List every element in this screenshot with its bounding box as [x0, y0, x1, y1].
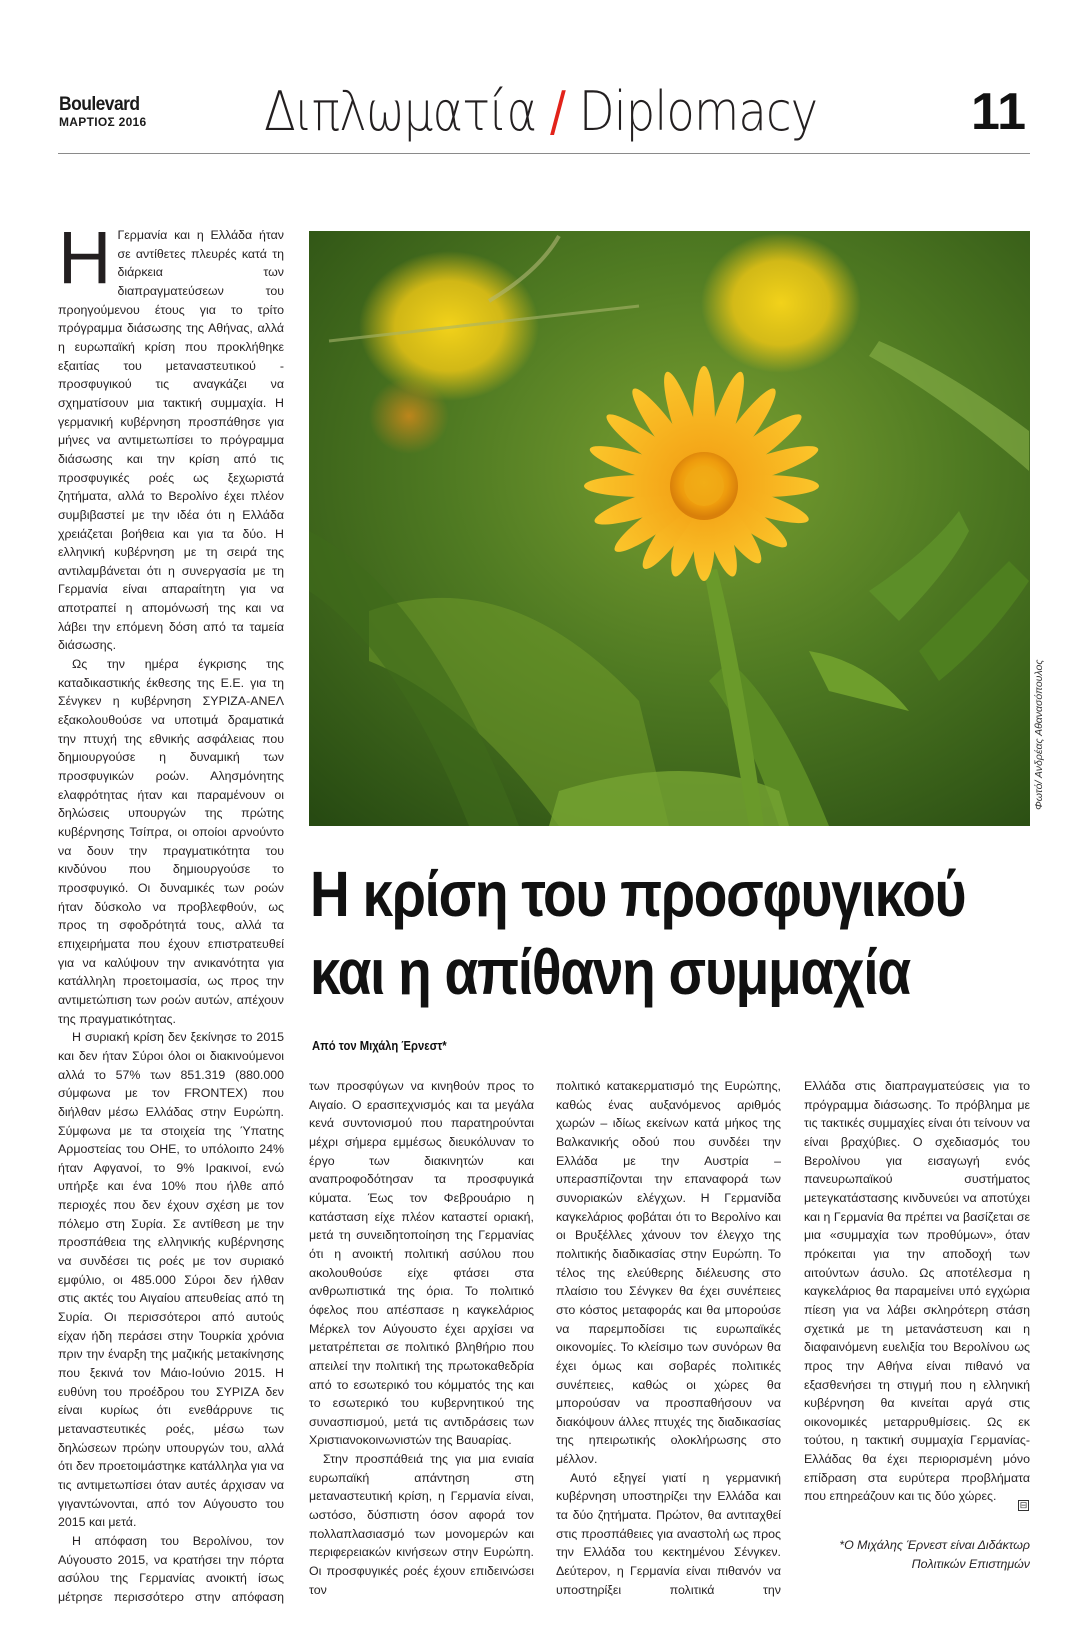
article-headline	[310, 855, 966, 1011]
issue-date: ΜΑΡΤΙΟΣ 2016	[59, 115, 147, 129]
section-title	[264, 72, 818, 152]
paragraph: Στην προσπάθειά της για μια ενιαία ευρωπαϊκή απάντηση στη μεταναστευτική κρίση, η Γερμανία είναι, ωστόσο, δύσπιστη όσον αφορά τον πολλαπλασιασμό των μονομερών και περιφερειακών κινήσεων στην Ευρώπη. Οι προσφυγικές ροές έχουν επιδεινώσει τον	[309, 1452, 534, 1597]
masthead	[59, 96, 159, 129]
paragraph: Γερμανία και η Ελλάδα ήταν σε αντίθετες πλευρές κατά τη διάρκεια των διαπραγματεύσεων του προηγούμενου έτους για το τρίτο πρόγραμμα διάσωσης της Αθήνας, αλλά η ευρωπαϊκή κρίση που προκλήθηκε εξαιτίας του μεταναστευτικού - προσφυγικού τις αναγκάζει να σχηματίσουν μια τακτική συμμαχία. Η γερμανική κυβέρνηση προσπάθησε για μήνες να αντιμετωπίσει το πρόγραμμα διάσωσης και την κρίση από τις προσφυγικές ροές ως ξεχωριστά ζητήματα, αλλά το Βερολίνο έχει πλέον συμβιβαστεί με την ιδέα ότι η Ελλάδα χρειάζεται βοήθεια και για τα δύο. Η ελληνική κυβέρνηση με τη σειρά της αντιλαμβάνεται ότι η συνεργασία με τη Γερμανία είναι απαραίτητη για να αποτραπεί η απομόνωσή της και να λάβει την επόμενη δόση από τα ταμεία διάσωσης.	[58, 228, 284, 653]
page-number: 11	[971, 83, 1026, 141]
paragraph: Ελλάδα στις διαπραγματεύσεις για το πρόγραμμα διάσωσης. Το πρόβλημα με τις τακτικές συμμαχίες είναι ότι τείνουν να είναι βραχύβιες. Ο σχεδιασμός του Βερολίνου για εισαγωγή ενός πανευρωπαϊκού συστήματος μετεγκατάστασης κινδυνεύει να αποτύχει και η Γερμανία θα πρέπει να βασίζεται σε μια «συμμαχία των προθύμων», όταν πρόκειται για την αποδοχή των αιτούντων άσυλο. Ως αποτέλεσμα η καγκελάριος θα παραμείνει υπό εγχώρια πίεση για να λάβει σκληρότερη στάση σχετικά με τη μετανάστευση και η διαφαινόμενη ευελιξία του Βερολίνου ως προς την Αθήνα είναι πιθανό να εξασθενήσει τη στιγμή που η ελληνική κυβέρνηση θα κινείται αργά στις οικονομικές μεταρρυθμίσεις. Ως εκ τούτου, η τακτική συμμαχία Γερμανίας-Ελλάδας θα έχει περιορισμένη μόνο επίδραση στα ευρύτερα προβλήματα που επηρεάζουν και τις δύο χώρες.	[804, 1079, 1030, 1504]
paragraph: Η απόφαση του Βερολίνου, τον Αύγουστο 2015, να κρατήσει την πόρτα ασύλου της Γερμανίας ανοικτή ίσως μέτρησε περισσότερο στην απόφαση	[58, 1533, 284, 1604]
headline-line: και η απίθανη συμμαχία	[310, 936, 910, 1008]
paragraph: Ως την ημέρα έγκρισης της καταδικαστικής έκθεσης της Ε.Ε. για τη Σένγκεν η κυβέρνηση ΣΥΡΙΖΑ-ΑΝΕΛ εξακολουθούσε να υποτιμά δραματικά την πτυχή της εθνικής ασφάλειας που δημιουργούσε η δυναμική των προσφυγικών ροών. Αλησμόνητης ελαφρότητας ήταν και παραμένουν οι δηλώσεις υπουργών της πρώτης κυβέρνησης Τσίπρα, οι οποίοι αρνούντο να δουν την πραγματικότητα του κινδύνου που δημιουργούσε το προσφυγικό. Οι δυναμικές των ροών ήταν δύσκολο να προβλεφθούν, ως προς τη σφοδρότητά τους, αλλά τα επιχειρήματα που έχουν επιστρατευθεί για να καλύψουν την ανικανότητα για κατάλληλη προετοιμασία, ως προς την αντιμετώπιση των ροών αυτών, απέχουν της πραγματικότητας.	[58, 657, 284, 1026]
paragraph: Η συριακή κρίση δεν ξεκίνησε το 2015 και δεν ήταν Σύροι όλοι οι διακινούμενοι αλλά το 57% των 851.319 (880.000 σύμφωνα με τον FRONTEX) που διήλθαν μέσω Ελλάδας στην Ευρώπη. Σύμφωνα με τα στοιχεία της Ύπατης Αρμοστείας του ΟΗΕ, το υπόλοιπο 24% ήταν Αφγανοί, το 9% Ιρακινοί, ενώ υπήρξε και ένα 10% που ήλθε από περιοχές που δεν έχουν σχέση με τον πόλεμο στη Συρία. Σε αντίθεση με την προσπάθεια της ελληνικής κυβέρνησης να συνδέσει τις ροές με τον συριακό εμφύλιο, οι 485.000 Σύροι δεν ήλθαν στις ακτές του Αιγαίου απευθείας από τη Συρία. Οι περισσότεροι από αυτούς είχαν ήδη περάσει στην Τουρκία χρόνια πριν την έναρξη της μαζικής μετακίνησης που ξεκινά τον Μάιο-Ιούνιο 2015. Η ευθύνη του προέδρου του ΣΥΡΙΖΑ δεν είναι κυρίως ότι ενεθάρρυνε τις μεταναστευτικές ροές, μέσω των δηλώσεων πρώην υπουργών του, αλλά ότι δεν προετοιμάστηκε κατάλληλα για να τις αντιμετωπίσει όταν αυτές άρχισαν να γιγαντώνονται, από τον Αύγουστο του 2015 και μετά.	[58, 1030, 284, 1530]
article-column-2	[309, 1077, 534, 1599]
flower-illustration	[309, 231, 1030, 826]
article-column-4	[804, 1077, 1030, 1506]
dropcap: Η	[58, 216, 112, 299]
section-title-english: Diplomacy	[578, 80, 818, 143]
flower-photo	[309, 231, 1030, 826]
footnote-line: *Ο Μιχάλης Έρνεστ είναι Διδάκτωρ	[839, 1538, 1030, 1552]
section-title-greek: Διπλωματία	[264, 80, 537, 143]
article-column-1	[58, 216, 284, 1607]
end-of-article-icon: ⊟	[1019, 1500, 1028, 1510]
section-title-slash: /	[550, 80, 565, 143]
header-rule	[58, 153, 1030, 154]
byline: Από τον Μιχάλη Έρνεστ*	[312, 1039, 447, 1053]
footnote-line: Πολιτικών Επιστημών	[911, 1557, 1030, 1571]
article-column-3	[556, 1077, 781, 1599]
blurred-flower	[701, 233, 861, 373]
author-footnote	[760, 1536, 1030, 1574]
brand-logo: Boulevard	[59, 94, 140, 115]
paragraph: των προσφύγων να κινηθούν προς το Αιγαίο. Ο ερασιτεχνισμός και τα μεγάλα κενά συντονισμού που παρατηρούνται μέχρι σήμερα εμμέσως διευκόλυναν το έργο των διακινητών και αναπροφοδότησαν τα προσφυγικά κύματα. Έως τον Φεβρουάριο η κατάσταση είχε πλέον καταστεί οριακή, μετά τη συνειδητοποίηση της Γερμανίας ότι η ανοικτή πολιτική ασύλου που ακολουθούσε είχε φτάσει στα ανθρωπιστικά της όρια. Το πολιτικό όφελος που απέσπασε η καγκελάριος Μέρκελ τον Αύγουστο έχει αρχίσει να μετατρέπεται σε πολιτικό βληθήριο που απειλεί την πολιτική της πρωτοκαθεδρία από το εσωτερικό του κόμματός της και το εσωτερικό του κυβερνητικού της συνασπισμού, μετά τις αντιδράσεις των Χριστιανοκοινωνιστών της Βαυαρίας.	[309, 1079, 534, 1448]
headline-line: Η κρίση του προσφυγικού	[310, 858, 966, 930]
paragraph: πολιτικό κατακερματισμό της Ευρώπης, καθώς ένας αυξανόμενος αριθμός χωρών – ιδίως εκείνων κατά μήκος της Βαλκανικής οδού που συνδέει την Ελλάδα με την Αυστρία – υπερασπίζονται την επαναφορά των συνοριακών ελέγχων. Η Γερμανίδα καγκελάριος φοβάται ότι το Βερολίνο και οι Βρυξέλλες χάνουν τον έλεγχο της πολιτικής διαδικασίας στην Ευρώπη. Το τέλος της ελεύθερης διέλευσης στο πλαίσιο του Σένγκεν θα έχει συνέπειες στο κόστος μεταφοράς και θα μπορούσε να παρεμποδίσει τις ευρωπαϊκές οικονομίες. Το κλείσιμο των συνόρων θα έχει όμως και σοβαρές πολιτικές συνέπειες, καθώς οι χώρες θα μπορούσαν να προσπαθήσουν να διακόψουν άλλες πτυχές της διαδικασίας της ηπειρωτικής ολοκλήρωσης στο μέλλον.	[556, 1079, 781, 1467]
paragraph: Αυτό εξηγεί γιατί η γερμανική κυβέρνηση υποστηρίζει την Ελλάδα και τα δύο ζητήματα. Πρώτον, θα αντιταχθεί στις προσπάθειες για αναστολή ως προς την Ελλάδα του κεκτημένου Σένγκεν. Δεύτερον, η Γερμανία είναι πιθανόν να υποστηρίξει πολιτικά την	[556, 1470, 781, 1597]
photo-credit: Φωτό/ Ανδρέας Αθανασόπουλος	[1033, 659, 1045, 810]
